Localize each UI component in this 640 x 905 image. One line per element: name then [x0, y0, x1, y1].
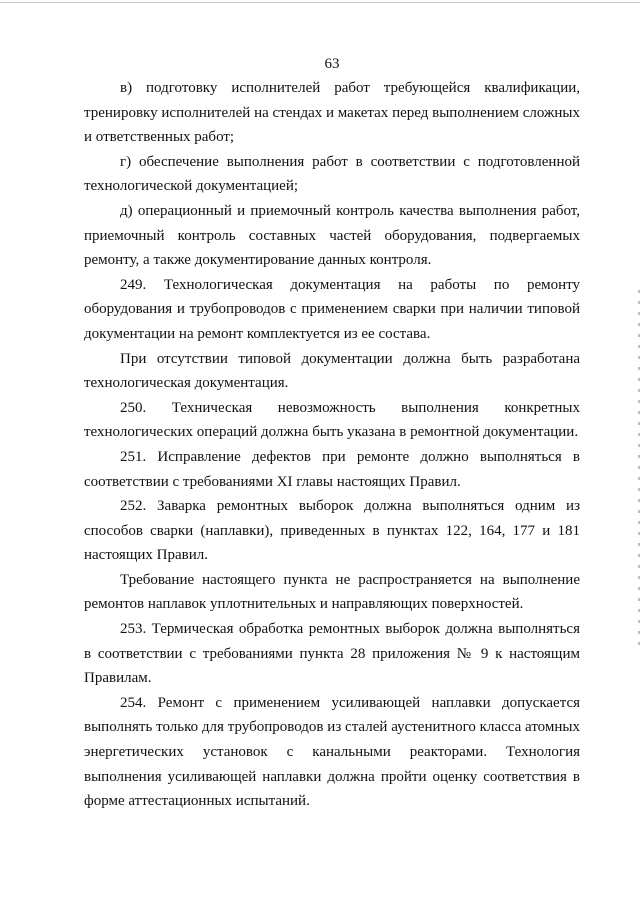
page-number: 63 [324, 56, 340, 72]
paragraph-252: 252. Заварка ремонтных выборок должна выполняться одним из способов сварки (наплавки), приведенных в пунктах 122, 164, 177 и 181 настоящих Правил. [84, 498, 580, 564]
paragraph-item-d: д) операционный и приемочный контроль качества выполнения работ, приемочный контроль составных частей оборудования, подвергаемых ремонту, а также документирование данных контроля. [84, 202, 580, 269]
paragraph-250: 250. Техническая невозможность выполнения конкретных технологических операций должна быть указана в ремонтной документации. [84, 399, 580, 441]
paragraph-item-v: в) подготовку исполнителей работ требующейся квалификации, тренировку исполнителей на стендах и макетах перед выполнением сложных и ответственных работ; [84, 80, 580, 146]
paragraph-254: 254. Ремонт с применением усиливающей наплавки допускается выполнять только для трубопроводов из сталей аустенитного класса атомных энергетических установок с канальными реакторами. Технология выполнения усиливающей наплавки должна пройти оценку соответствия в форме аттестационных испытаний. [84, 694, 580, 810]
paragraph-253: 253. Термическая обработка ремонтных выборок должна выполняться в соответствии с требованиями пункта 28 приложения № 9 к настоящим Правилам. [84, 621, 580, 687]
paragraph-249-continued: При отсутствии типовой документации должна быть разработана технологическая документация. [84, 350, 580, 392]
paragraph-251: 251. Исправление дефектов при ремонте должно выполняться в соответствии с требованиями XI главы настоящих Правил. [84, 448, 580, 490]
paragraph-item-g: г) обеспечение выполнения работ в соответствии с подготовленной технологической документацией; [84, 153, 580, 195]
document-body [84, 76, 580, 814]
paragraph-249: 249. Технологическая документация на работы по ремонту оборудования и трубопроводов с применением сварки при наличии типовой документации на ремонт комплектуется из ее состава. [84, 276, 580, 342]
paragraph-252-continued: Требование настоящего пункта не распространяется на выполнение ремонтов наплавок уплотнительных и направляющих поверхностей. [84, 571, 580, 613]
scan-top-edge [0, 2, 640, 3]
